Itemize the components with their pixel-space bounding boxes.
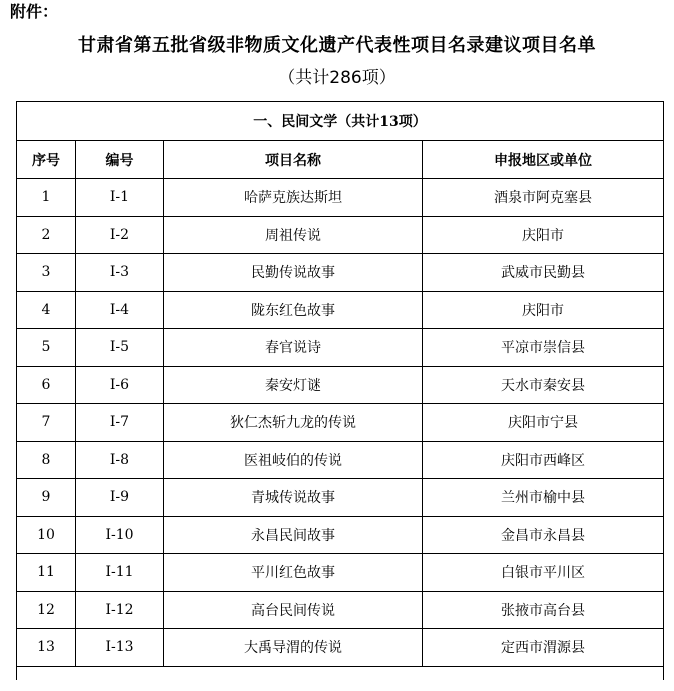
- row-project-name: 春官说诗: [164, 329, 423, 367]
- row-seq: 12: [17, 591, 76, 629]
- row-region: 平凉市崇信县: [423, 329, 664, 367]
- row-code: I-1: [76, 179, 164, 217]
- row-seq: 5: [17, 329, 76, 367]
- row-seq: 7: [17, 404, 76, 442]
- row-region: 金昌市永昌县: [423, 516, 664, 554]
- row-region: 酒泉市阿克塞县: [423, 179, 664, 217]
- row-project-name: 周祖传说: [164, 216, 423, 254]
- row-code: I-4: [76, 291, 164, 329]
- header-region: 申报地区或单位: [423, 141, 664, 179]
- table-row: [17, 554, 664, 592]
- row-region: 张掖市高台县: [423, 591, 664, 629]
- row-code: I-6: [76, 366, 164, 404]
- table-row: [17, 254, 664, 292]
- row-seq: 6: [17, 366, 76, 404]
- row-region: 天水市秦安县: [423, 366, 664, 404]
- section-row: [17, 102, 664, 141]
- row-project-name: 永昌民间故事: [164, 516, 423, 554]
- row-project-name: 陇东红色故事: [164, 291, 423, 329]
- row-code: I-11: [76, 554, 164, 592]
- header-name: 项目名称: [164, 141, 423, 179]
- row-code: I-7: [76, 404, 164, 442]
- row-seq: 4: [17, 291, 76, 329]
- row-project-name: 大禹导渭的传说: [164, 629, 423, 667]
- document-title: 甘肃省第五批省级非物质文化遗产代表性项目名录建议项目名单: [78, 35, 596, 56]
- row-seq: 9: [17, 479, 76, 517]
- row-project-name: 民勤传说故事: [164, 254, 423, 292]
- table-row: [17, 216, 664, 254]
- row-seq: 3: [17, 254, 76, 292]
- attachment-label: 附件：: [10, 2, 59, 21]
- project-list-table: [16, 101, 664, 680]
- header-code: 编号: [76, 141, 164, 179]
- table-row: [17, 329, 664, 367]
- row-seq: 13: [17, 629, 76, 667]
- document-subtitle: （共计286项）: [278, 68, 396, 88]
- row-project-name: 平川红色故事: [164, 554, 423, 592]
- table-row-cutoff: [17, 666, 664, 680]
- header-seq: 序号: [17, 141, 76, 179]
- cutoff-cell: [17, 666, 664, 680]
- row-region: 庆阳市西峰区: [423, 441, 664, 479]
- row-code: I-10: [76, 516, 164, 554]
- table-row: [17, 291, 664, 329]
- table-header-row: [17, 141, 664, 179]
- row-region: 定西市渭源县: [423, 629, 664, 667]
- table-row: [17, 441, 664, 479]
- row-project-name: 高台民间传说: [164, 591, 423, 629]
- row-code: I-13: [76, 629, 164, 667]
- row-seq: 11: [17, 554, 76, 592]
- row-region: 武威市民勤县: [423, 254, 664, 292]
- row-region: 兰州市榆中县: [423, 479, 664, 517]
- row-project-name: 医祖岐伯的传说: [164, 441, 423, 479]
- table-row: [17, 366, 664, 404]
- table-row: [17, 629, 664, 667]
- row-region: 白银市平川区: [423, 554, 664, 592]
- row-seq: 1: [17, 179, 76, 217]
- row-code: I-12: [76, 591, 164, 629]
- table-row: [17, 179, 664, 217]
- row-region: 庆阳市宁县: [423, 404, 664, 442]
- row-code: I-2: [76, 216, 164, 254]
- row-region: 庆阳市: [423, 291, 664, 329]
- table-row: [17, 479, 664, 517]
- row-region: 庆阳市: [423, 216, 664, 254]
- row-seq: 2: [17, 216, 76, 254]
- table-row: [17, 404, 664, 442]
- row-code: I-5: [76, 329, 164, 367]
- row-project-name: 哈萨克族达斯坦: [164, 179, 423, 217]
- row-seq: 8: [17, 441, 76, 479]
- row-code: I-3: [76, 254, 164, 292]
- row-project-name: 秦安灯谜: [164, 366, 423, 404]
- row-code: I-8: [76, 441, 164, 479]
- row-seq: 10: [17, 516, 76, 554]
- row-code: I-9: [76, 479, 164, 517]
- section-title: 一、民间文学（共计13项）: [17, 102, 664, 141]
- row-project-name: 狄仁杰斩九龙的传说: [164, 404, 423, 442]
- table-row: [17, 516, 664, 554]
- row-project-name: 青城传说故事: [164, 479, 423, 517]
- table-row: [17, 591, 664, 629]
